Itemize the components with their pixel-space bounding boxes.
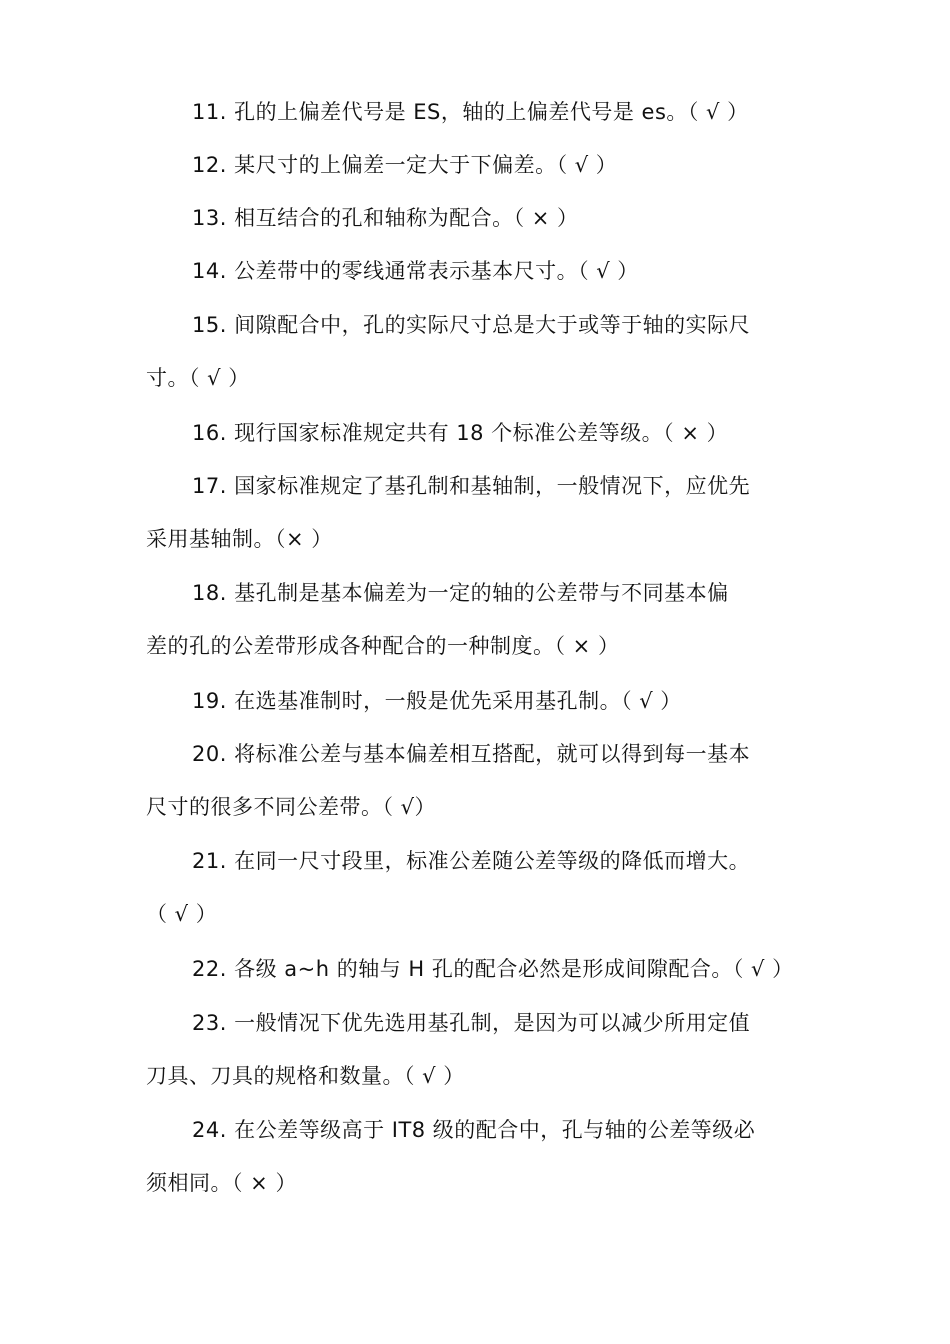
question-17-line: 17. 国家标准规定了基孔制和基轴制，一般情况下，应优先 <box>192 474 751 498</box>
question-18-line: 18. 基孔制是基本偏差为一定的轴的公差带与不同基本偏 <box>192 581 729 605</box>
question-16-line: 16. 现行国家标准规定共有 18 个标准公差等级。（ × ） <box>192 421 729 445</box>
question-21-continuation: （ √ ） <box>146 902 218 926</box>
question-18-continuation: 差的孔的公差带形成各种配合的一种制度。（ × ） <box>146 634 620 658</box>
question-19-line: 19. 在选基准制时，一般是优先采用基孔制。（ √ ） <box>192 689 682 713</box>
question-22-line: 22. 各级 a~h 的轴与 H 孔的配合必然是形成间隙配合。（ √ ） <box>192 957 794 981</box>
question-21-line: 21. 在同一尺寸段里，标准公差随公差等级的降低而增大。 <box>192 849 751 873</box>
question-13-line: 13. 相互结合的孔和轴称为配合。（ × ） <box>192 206 579 230</box>
question-15-continuation: 寸。（ √ ） <box>146 366 250 390</box>
question-20-continuation: 尺寸的很多不同公差带。（ √） <box>146 795 437 819</box>
question-23-continuation: 刀具、刀具的规格和数量。（ √ ） <box>146 1064 465 1088</box>
question-11-line: 11. 孔的上偏差代号是 ES，轴的上偏差代号是 es。（ √ ） <box>192 100 749 124</box>
question-24-continuation: 须相同。（ × ） <box>146 1171 297 1195</box>
question-17-continuation: 采用基轴制。（× ） <box>146 527 333 551</box>
question-14-line: 14. 公差带中的零线通常表示基本尺寸。（ √ ） <box>192 259 639 283</box>
question-23-line: 23. 一般情况下优先选用基孔制，是因为可以减少所用定值 <box>192 1011 751 1035</box>
question-12-line: 12. 某尺寸的上偏差一定大于下偏差。（ √ ） <box>192 153 618 177</box>
question-15-line: 15. 间隙配合中，孔的实际尺寸总是大于或等于轴的实际尺 <box>192 313 751 337</box>
question-20-line: 20. 将标准公差与基本偏差相互搭配，就可以得到每一基本 <box>192 742 751 766</box>
question-24-line: 24. 在公差等级高于 IT8 级的配合中，孔与轴的公差等级必 <box>192 1118 756 1142</box>
